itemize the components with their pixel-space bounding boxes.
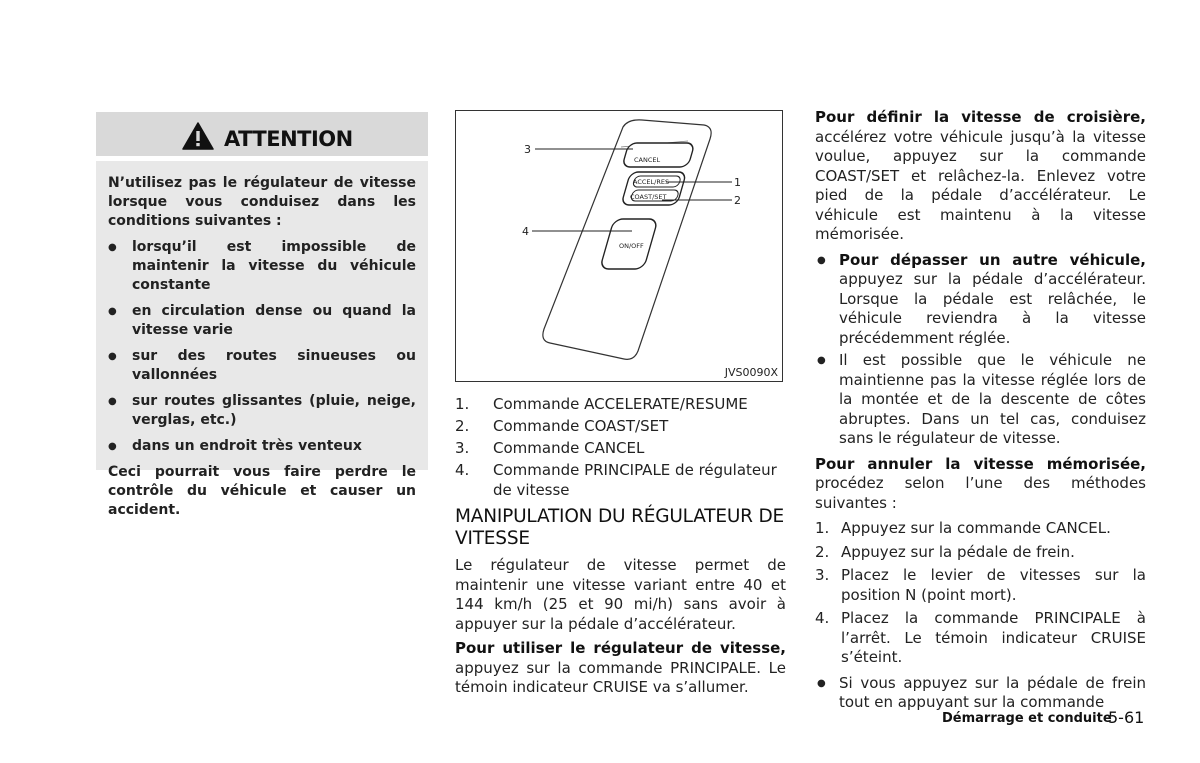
callout-2: 2	[734, 194, 741, 207]
warning-item: ● sur des routes sinueuses ou vallonnées	[108, 347, 416, 385]
legend-number: 2.	[455, 417, 470, 435]
step-item	[815, 519, 1146, 539]
step-number: 2.	[815, 542, 830, 561]
cancel-speed-paragraph	[815, 455, 1146, 514]
step-item	[815, 609, 1146, 668]
warning-item: ● en circulation dense ou quand la vitesse varie	[108, 302, 416, 340]
overtake-text: appuyez sur la pédale d’accélérateur. Lorsque la pédale est relâchée, le véhicule reviendra à la vitesse précédemment réglée.	[839, 270, 1146, 347]
cancel-steps	[815, 519, 1146, 668]
legend-text: Commande PRINCIPALE de régulateur de vitesse	[493, 461, 777, 499]
set-speed-paragraph	[815, 108, 1146, 245]
step-text: Placez la commande PRINCIPALE à l’arrêt. Le témoin indicateur CRUISE s’éteint.	[841, 609, 1146, 666]
set-speed-text: accélérez votre véhicule jusqu’à la vitesse voulue, appuyez sur la commande COAST/SET et relâchez-la. Enlevez votre pied de la pédale d’accélérateur. Le véhicule est maintenu à la vitesse mémorisée.	[815, 127, 1146, 243]
warning-box	[96, 112, 428, 518]
step-text: Placez le levier de vitesses sur la position N (point mort).	[841, 566, 1146, 604]
cancel-speed-text: procédez selon l’une des méthodes suivantes :	[815, 474, 1146, 512]
legend-item	[455, 438, 790, 458]
step-number: 4.	[815, 609, 830, 627]
legend-text: Commande CANCEL	[493, 439, 645, 457]
cancel-button-label: CANCEL	[634, 156, 661, 164]
legend-item	[455, 460, 790, 500]
step-item	[815, 543, 1146, 563]
use-paragraph	[455, 639, 786, 698]
onoff-button-label: ON/OFF	[619, 242, 644, 250]
legend-item	[455, 416, 790, 436]
figure-code: JVS0090X	[724, 366, 778, 379]
step-text: Appuyez sur la commande CANCEL.	[841, 519, 1111, 537]
cancel-speed-heading: Pour annuler la vitesse mémorisée,	[815, 454, 1146, 473]
warning-title: ATTENTION	[224, 127, 353, 151]
callout-4: 4	[522, 225, 529, 238]
warning-intro: N’utilisez pas le régulateur de vitesse lorsque vous conduisez dans les conditions suivantes :	[108, 175, 416, 229]
right-column	[815, 108, 1146, 719]
warning-header	[96, 112, 428, 156]
coast-button-label: COAST/SET	[630, 193, 667, 201]
callout-1: 1	[734, 176, 741, 189]
switch-figure	[455, 110, 783, 382]
step-item	[815, 566, 1146, 605]
legend-text: Commande COAST/SET	[493, 417, 669, 435]
legend-number: 4.	[455, 461, 470, 479]
warning-body	[108, 174, 416, 527]
legend-item	[455, 394, 790, 414]
set-speed-heading: Pour définir la vitesse de croisière,	[815, 108, 1146, 126]
warning-divider	[96, 156, 428, 161]
use-heading: Pour utiliser le régulateur de vitesse,	[455, 639, 786, 657]
legend-number: 3.	[455, 439, 470, 457]
warning-list	[108, 238, 416, 456]
step-text: Appuyez sur la pédale de frein.	[841, 542, 1075, 561]
use-text: appuyez sur la commande PRINCIPALE. Le témoin indicateur CRUISE va s’allumer.	[455, 658, 786, 696]
callout-3: 3	[524, 143, 531, 156]
step-number: 1.	[815, 519, 830, 537]
footer-section-name: Démarrage et conduite	[942, 711, 1112, 726]
accel-button-label: ACCEL/RES	[633, 178, 670, 186]
warning-item: ● lorsqu’il est impossible de maintenir la vitesse du véhicule constante	[108, 238, 416, 295]
bullet-item: ● Si vous appuyez sur la pédale de frein tout en appuyant sur la commande	[815, 674, 1146, 713]
cruise-control-switch-illustration	[456, 111, 782, 381]
legend-number: 1.	[455, 395, 470, 413]
brake-bullets	[815, 674, 1146, 713]
warning-item: ● sur routes glissantes (pluie, neige, verglas, etc.)	[108, 392, 416, 430]
warning-triangle-icon	[182, 122, 214, 150]
overtake-heading: Pour dépasser un autre véhicule,	[839, 250, 1146, 269]
warning-item: ● dans un endroit très venteux	[108, 437, 416, 456]
set-speed-bullets	[815, 251, 1146, 449]
warning-outro: Ceci pourrait vous faire perdre le contrôle du véhicule et causer un accident.	[108, 464, 416, 518]
bullet-item	[815, 251, 1146, 349]
figure-legend	[455, 394, 790, 502]
step-number: 3.	[815, 566, 830, 584]
intro-paragraph: Le régulateur de vitesse permet de maintenir une vitesse variant entre 40 et 144 km/h (25 et 90 mi/h) sans avoir à appuyer sur la pédale d’accélérateur.	[455, 556, 786, 633]
legend-text: Commande ACCELERATE/RESUME	[493, 395, 748, 413]
page-number: 5-61	[1108, 708, 1145, 727]
bullet-item: ● Il est possible que le véhicule ne maintienne pas la vitesse réglée lors de la montée et de la descente de côtes abruptes. Dans un tel cas, conduisez sans le régulateur de vitesse.	[815, 351, 1146, 449]
section-title: MANIPULATION DU RÉGULATEUR DE VITESSE	[455, 506, 785, 549]
